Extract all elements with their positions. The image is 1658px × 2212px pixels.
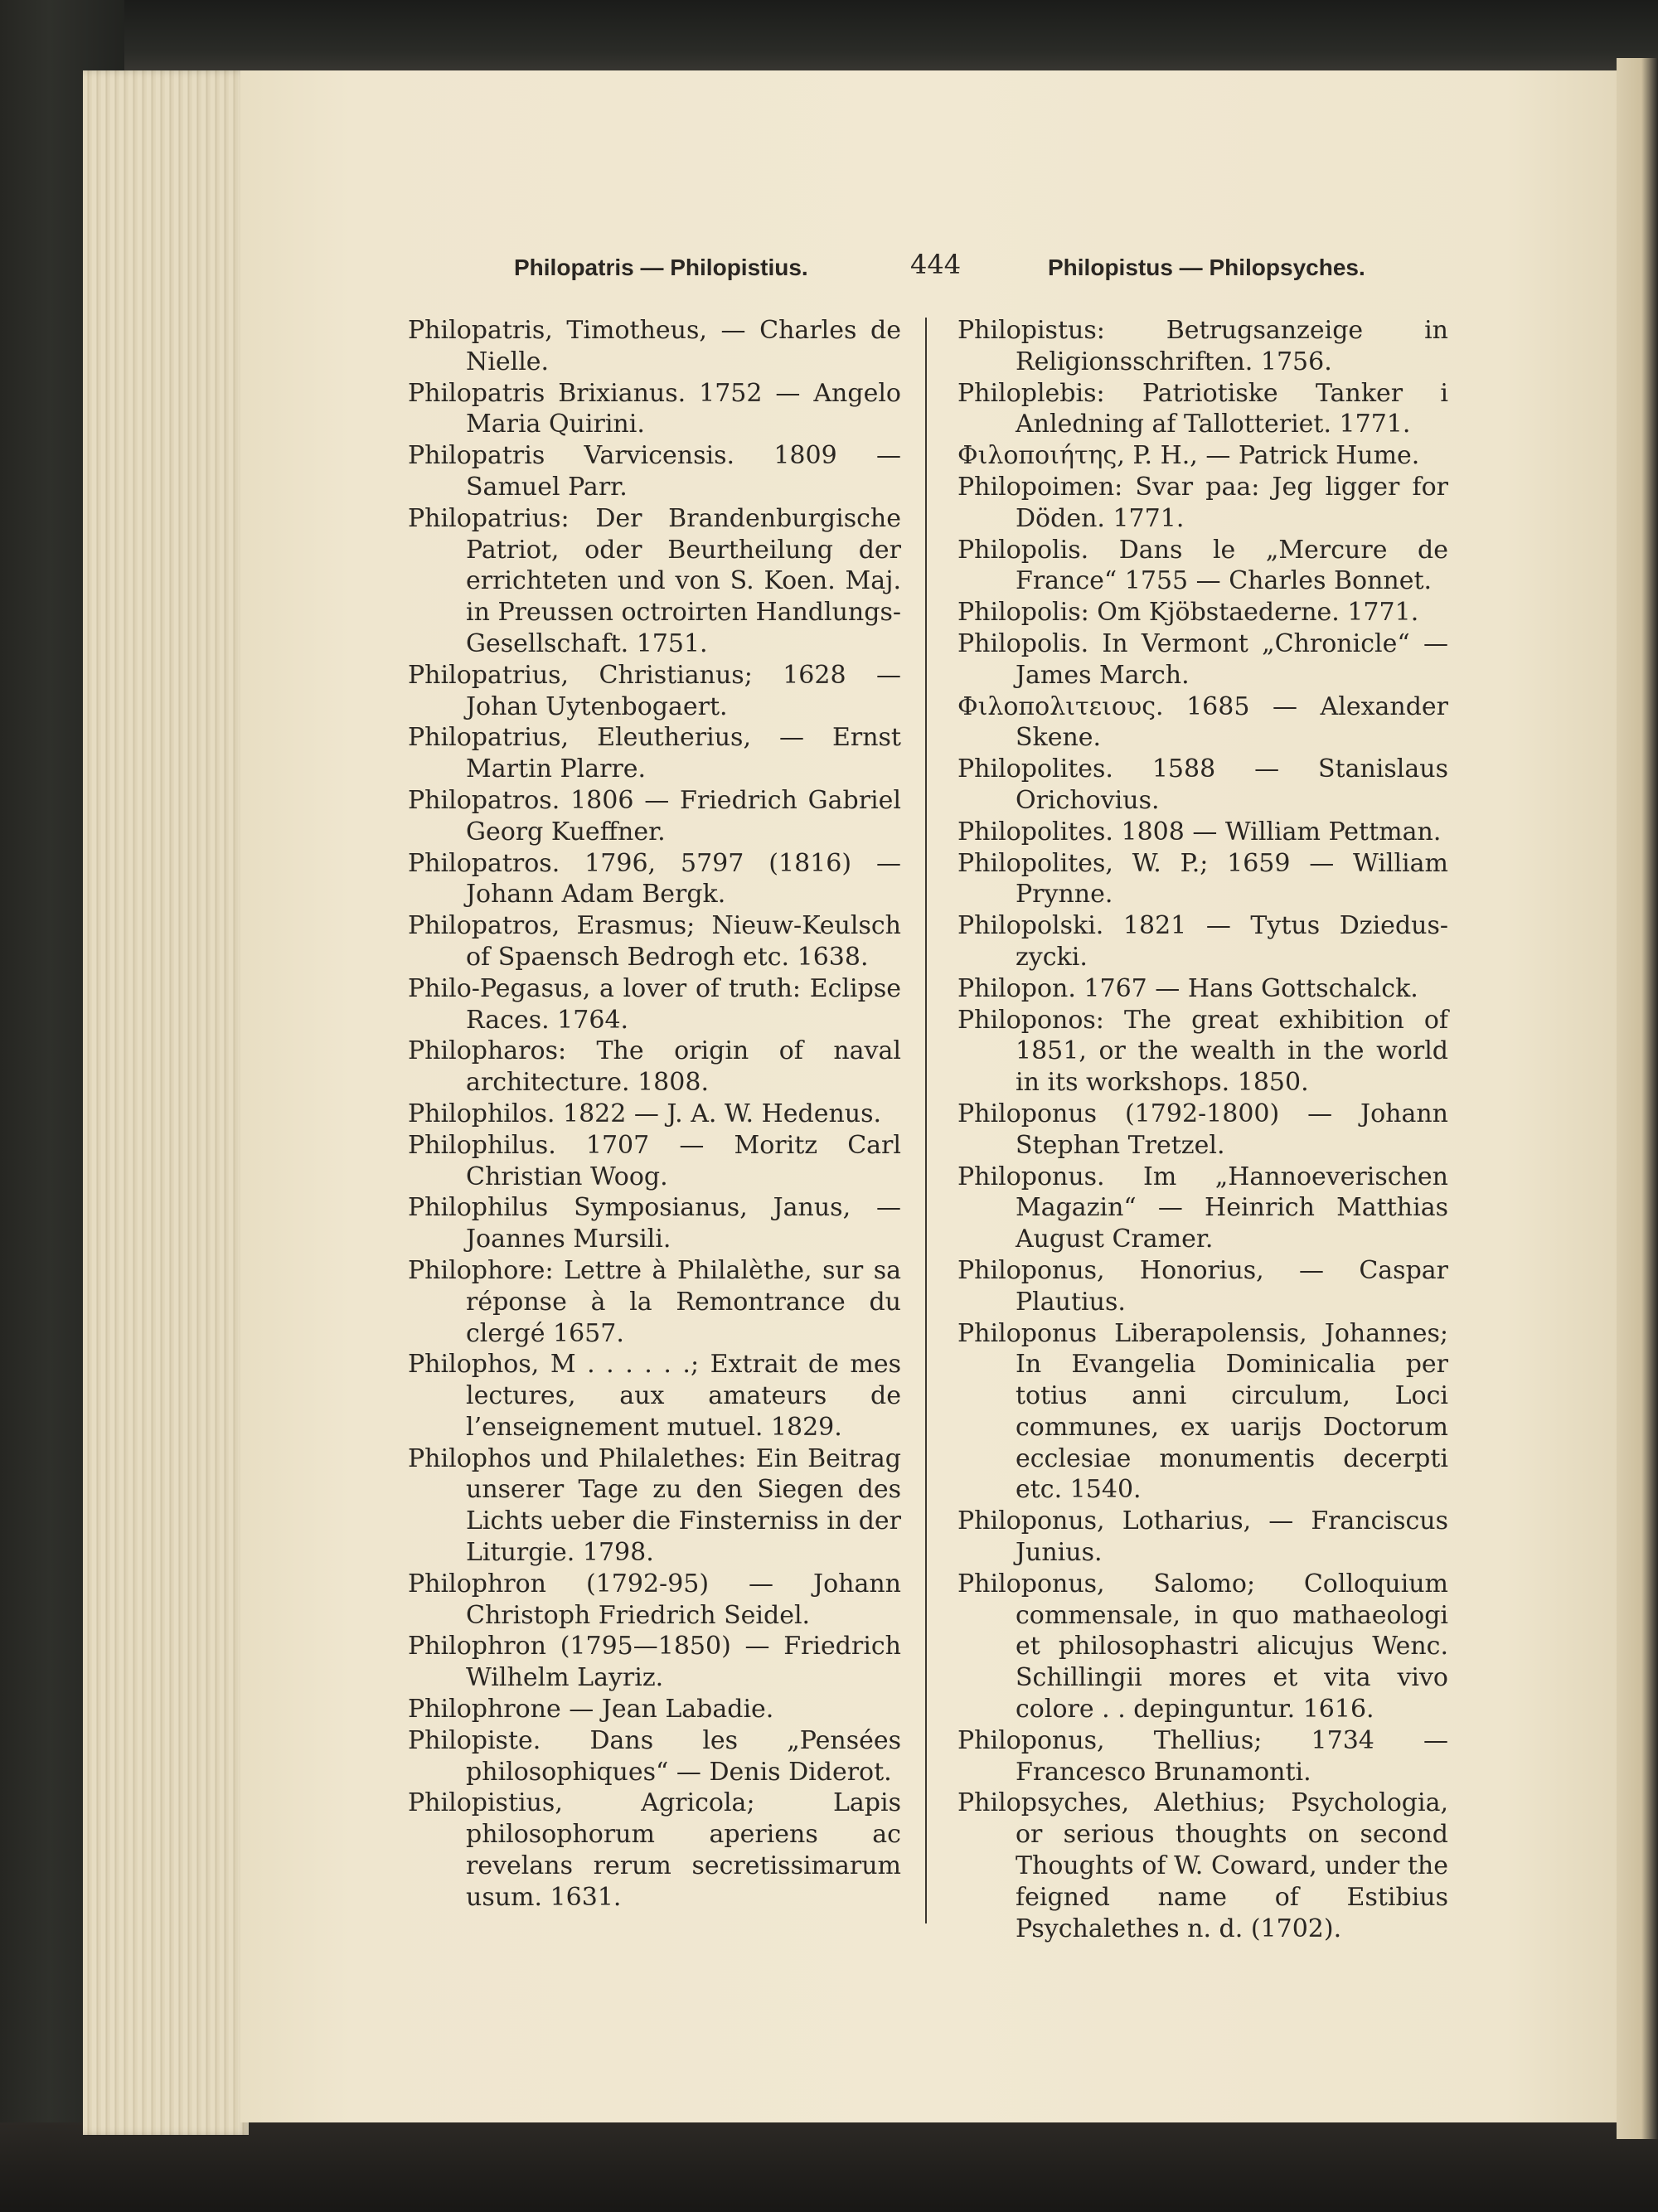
entry: Philopolis. In Vermont „Chronicle“ — James March. <box>957 628 1448 690</box>
entry: Philopon. 1767 — Hans Gottschalck. <box>957 973 1418 1003</box>
entry: Philoponus, Salomo; Colloquium commensale, in quo mathaeologi et philosophastri alicujus Wenc. Schillingii mores et vita vivo colore . . depinguntur. 1616. <box>957 1569 1448 1724</box>
entry: Philopatros, Erasmus; Nieuw-Keulsch of Spaensch Bedrogh etc. 1638. <box>408 911 901 972</box>
entry: Φιλοπολιτειους. 1685 — Alexander Skene. <box>957 691 1448 753</box>
entry: Philoponus, Lotharius, — Franciscus Junius. <box>957 1506 1448 1568</box>
left-column <box>408 315 901 1914</box>
entry: Philophore: Lettre à Philalèthe, sur sa réponse à la Remontrance du clergé 1657. <box>408 1255 901 1348</box>
entry: Philoponus, Honorius, — Caspar Plautius. <box>957 1255 1448 1317</box>
entry: Philopolis: Om Kjöbstaederne. 1771. <box>957 598 1419 628</box>
entry: Philophos, M . . . . . .; Extrait de mes lectures, aux amateurs de l’enseignement mutuel. 1829. <box>408 1350 901 1442</box>
entry: Philopistius, Agricola; Lapis philosophorum aperiens ac revelans rerum secretissimarum usum. 1631. <box>408 1788 901 1912</box>
entry: Philophilus Symposianus, Janus, — Joannes Mursili. <box>408 1193 901 1254</box>
entry: Philopolski. 1821 — Tytus Dziedus-zycki. <box>957 911 1448 972</box>
entry: Philoponos: The great exhibition of 1851, or the wealth in the world in its workshops. 1850. <box>957 1005 1448 1098</box>
column-divider <box>925 318 927 1923</box>
entry: Philopatris Brixianus. 1752 — Angelo Maria Quirini. <box>408 378 901 439</box>
page-number: 444 <box>910 249 962 280</box>
entry: Philopatros. 1796, 5797 (1816) — Johann Adam Bergk. <box>408 848 901 910</box>
entry: Philopolites. 1588 — Stanislaus Orichovius. <box>957 754 1448 815</box>
entry: Philopolites. 1808 — William Pettman. <box>957 817 1442 846</box>
entry: Philoplebis: Patriotiske Tanker i Anledning af Tallotteriet. 1771. <box>957 378 1448 439</box>
entry: Philoponus Liberapolensis, Johannes; In Evangelia Dominicalia per totius anni circulum, Loci communes, ex uarijs Doctorum ecclesiae monumentis decerpti etc. 1540. <box>957 1318 1448 1505</box>
page-edge-right <box>1617 58 1658 2139</box>
entry: Philopistus: Betrugsanzeige in Religionsschriften. 1756. <box>957 316 1448 376</box>
entry: Philopolites, W. P.; 1659 — William Prynne. <box>957 848 1448 910</box>
entry: Philopatris Varvicensis. 1809 — Samuel Parr. <box>408 441 901 502</box>
entry: Philopoimen: Svar paa: Jeg ligger for Döden. 1771. <box>957 472 1448 533</box>
entry: Philopatris, Timotheus, — Charles de Nielle. <box>408 316 901 376</box>
entry: Philophilus. 1707 — Moritz Carl Christian Woog. <box>408 1130 901 1191</box>
entry: Philoponus, Thellius; 1734 — Francesco Brunamonti. <box>957 1725 1448 1787</box>
entry: Philophron (1792-95) — Johann Christoph Friedrich Seidel. <box>408 1569 901 1630</box>
entry: Philophilos. 1822 — J. A. W. Hedenus. <box>408 1099 882 1128</box>
book-cover-bottom <box>0 2122 1658 2212</box>
page-edges-stack <box>83 70 249 2135</box>
entry: Philoponus (1792-1800) — Johann Stephan Tretzel. <box>957 1099 1448 1160</box>
running-head-left: Philopatris — Philopistius. <box>514 255 808 280</box>
entry: Φιλοποιήτης, P. H., — Patrick Hume. <box>957 441 1420 471</box>
entry: Philophrone — Jean Labadie. <box>408 1695 774 1724</box>
entry: Philoponus. Im „Hannoeverischen Magazin“ — Heinrich Matthias August Cramer. <box>957 1162 1448 1254</box>
entry: Philopiste. Dans les „Pensées philosophiques“ — Denis Diderot. <box>408 1725 901 1787</box>
entry: Philopatrius, Eleutherius, — Ernst Martin Plarre. <box>408 723 901 784</box>
entry: Philopatrius: Der Brandenburgische Patriot, oder Beurtheilung der errichteten und von S. Koen. Maj. in Preussen octroirten Handlungs-Gesellschaft. 1751. <box>408 503 901 658</box>
running-head-right: Philopistus — Philopsyches. <box>1048 255 1365 280</box>
entry: Philo-Pegasus, a lover of truth: Eclipse Races. 1764. <box>408 973 901 1035</box>
entry: Philopatros. 1806 — Friedrich Gabriel Georg Kueffner. <box>408 785 901 846</box>
right-column <box>957 315 1448 1944</box>
entry: Philophos und Philalethes: Ein Beitrag unserer Tage zu den Siegen des Lichts ueber die Finsterniss in der Liturgie. 1798. <box>408 1443 901 1568</box>
book-cover-top <box>0 0 1658 75</box>
entry: Philophron (1795—1850) — Friedrich Wilhelm Layriz. <box>408 1632 901 1693</box>
entry: Philopsyches, Alethius; Psychologia, or serious thoughts on second Thoughts of W. Coward, under the feigned name of Estibius Psychalethes n. d. (1702). <box>957 1788 1448 1943</box>
entry: Philopharos: The origin of naval architecture. 1808. <box>408 1036 901 1098</box>
entry: Philopatrius, Christianus; 1628 — Johan Uytenbogaert. <box>408 660 901 721</box>
entry: Philopolis. Dans le „Mercure de France“ 1755 — Charles Bonnet. <box>957 535 1448 596</box>
